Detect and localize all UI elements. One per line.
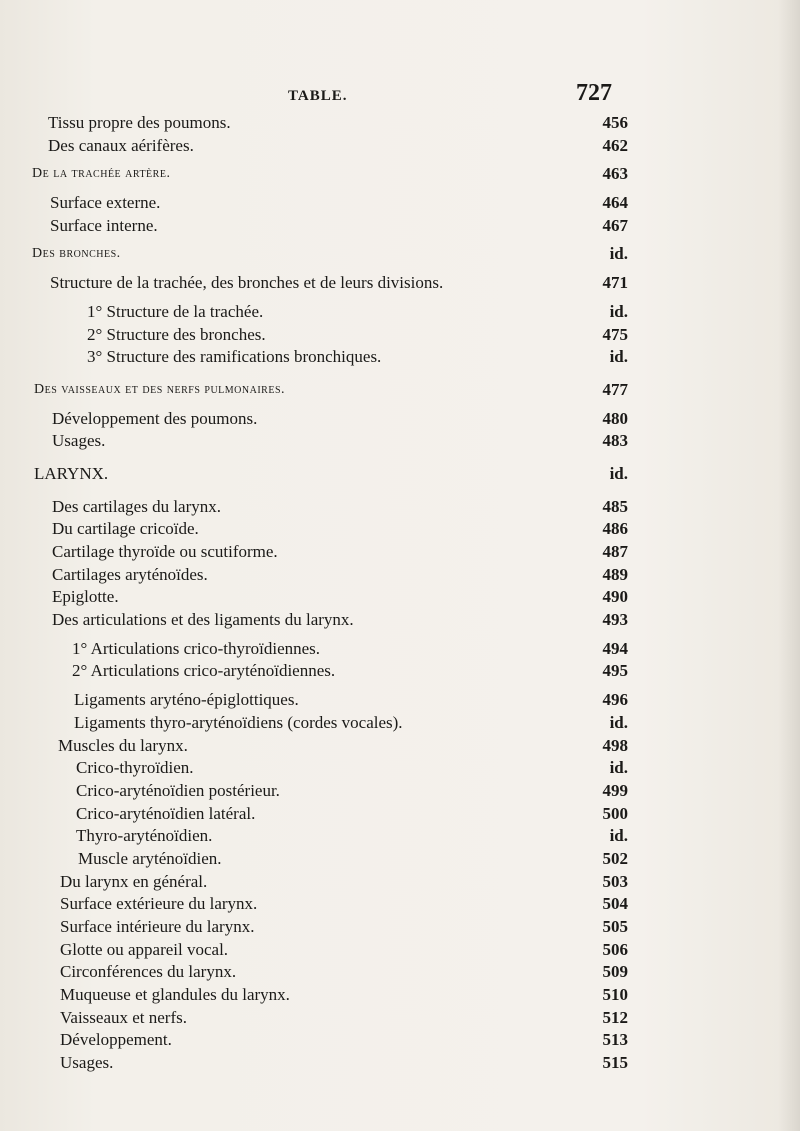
toc-entry-page: id. xyxy=(609,301,628,321)
toc-entry xyxy=(0,1052,800,1075)
toc-entry-text: 2° Structure des bronches. xyxy=(87,324,266,344)
toc-entry-page: 477 xyxy=(602,379,628,399)
toc-entry-page: 503 xyxy=(602,871,628,891)
toc-entry xyxy=(0,848,800,871)
toc-entry-text: Des articulations et des ligaments du larynx. xyxy=(52,610,354,630)
toc-entry-text: Développement. xyxy=(60,1030,172,1050)
toc-entry xyxy=(0,825,800,848)
toc-entry xyxy=(0,346,800,369)
toc-entry-text: Ligaments aryténo-épiglottiques. xyxy=(74,690,299,710)
toc-entry xyxy=(0,430,800,453)
toc-entry-page: 485 xyxy=(602,496,628,516)
toc-entry-page: 490 xyxy=(602,587,628,607)
toc-entry xyxy=(0,324,800,347)
toc-entry-page: 513 xyxy=(602,1030,628,1050)
toc-entry-page: 487 xyxy=(602,542,628,561)
toc-entry-text: Du larynx en général. xyxy=(60,871,208,891)
toc-entry-text: Développement des poumons. xyxy=(52,408,258,428)
toc-entry-page: 495 xyxy=(602,661,628,681)
toc-entry-page: id. xyxy=(609,244,628,264)
toc-entry-text: 1° Articulations crico-thyroïdiennes. xyxy=(72,638,321,658)
toc-entry-text: Cartilage thyroïde ou scutiforme. xyxy=(52,542,278,561)
toc-entry-text: De la trachée artère. xyxy=(32,166,171,182)
toc-entry xyxy=(0,735,800,758)
toc-entry xyxy=(0,871,800,894)
toc-entry-text: Surface externe. xyxy=(50,193,161,213)
toc-entry-text: Ligaments thyro-aryténoïdiens (cordes vocales). xyxy=(74,712,403,732)
toc-entry-page: 463 xyxy=(602,164,628,184)
toc-entry xyxy=(0,689,800,712)
toc-entry xyxy=(0,112,800,135)
toc-entry-page: 505 xyxy=(602,917,628,936)
toc-entry xyxy=(0,215,800,238)
toc-entry-text: Tissu propre des poumons. xyxy=(48,113,231,132)
toc-entry xyxy=(0,780,800,803)
running-header-title: TABLE. xyxy=(288,88,348,104)
toc-section-heading xyxy=(0,463,800,486)
toc-entry-text: Cartilages aryténoïdes. xyxy=(52,564,208,584)
toc-entry-page: 496 xyxy=(602,690,628,710)
toc-entry-page: 489 xyxy=(602,564,628,584)
toc-entry xyxy=(0,518,800,541)
toc-entry-page: 464 xyxy=(602,193,628,213)
toc-entry xyxy=(0,1007,800,1030)
toc-entry-text: 1° Structure de la trachée. xyxy=(87,301,264,321)
toc-entry-page: 471 xyxy=(602,273,628,293)
toc-entry xyxy=(0,660,800,683)
toc-entry-page: 498 xyxy=(602,735,628,755)
toc-entry xyxy=(0,757,800,780)
toc-entry xyxy=(0,272,800,295)
toc-entry-page: 462 xyxy=(602,135,628,155)
toc-entry-text: Des bronches. xyxy=(32,246,121,262)
toc-entry xyxy=(0,609,800,632)
toc-entry-text: LARYNX. xyxy=(34,463,109,483)
toc-entry-text: Surface intérieure du larynx. xyxy=(60,917,255,936)
toc-entry-page: 494 xyxy=(602,638,628,658)
toc-entry-text: Usages. xyxy=(52,431,106,451)
toc-entry-page: 475 xyxy=(602,324,628,344)
toc-entry xyxy=(0,961,800,984)
toc-entry-page: 506 xyxy=(602,939,628,959)
toc-entry-page: 456 xyxy=(602,113,628,132)
toc-entry-text: Crico-aryténoïdien postérieur. xyxy=(76,780,280,800)
toc-entry xyxy=(0,496,800,519)
toc-entry-page: 512 xyxy=(602,1007,628,1027)
toc-entry-page: 499 xyxy=(602,780,628,800)
toc-entry-page: id. xyxy=(609,463,628,483)
toc-entry-page: 504 xyxy=(602,894,628,914)
toc-entry-text: Circonférences du larynx. xyxy=(60,962,237,982)
toc-entry-page: id. xyxy=(609,712,628,732)
toc-entry xyxy=(0,712,800,735)
toc-entry-page: 515 xyxy=(602,1053,628,1073)
toc-entry-page: id. xyxy=(609,347,628,367)
table-of-contents xyxy=(0,112,800,1075)
toc-entry-page: 500 xyxy=(602,803,628,823)
toc-entry xyxy=(0,408,800,431)
toc-entry-page: id. xyxy=(609,826,628,846)
toc-entry-page: 510 xyxy=(602,985,628,1005)
toc-entry xyxy=(0,893,800,916)
toc-entry-page: 483 xyxy=(602,431,628,451)
toc-entry-text: Epiglotte. xyxy=(52,587,119,607)
toc-entry xyxy=(0,586,800,609)
toc-entry xyxy=(0,803,800,826)
toc-section-heading xyxy=(0,379,800,402)
toc-entry-page: 480 xyxy=(602,408,628,428)
toc-entry-text: Des canaux aérifères. xyxy=(48,135,194,155)
page-number: 727 xyxy=(576,80,612,106)
toc-entry-text: Vaisseaux et nerfs. xyxy=(60,1007,187,1027)
toc-section-heading xyxy=(0,243,800,266)
toc-entry xyxy=(0,541,800,564)
toc-entry-text: Des cartilages du larynx. xyxy=(52,496,221,516)
toc-entry-text: Crico-thyroïdien. xyxy=(76,758,194,778)
toc-entry xyxy=(0,135,800,158)
toc-section-heading xyxy=(0,163,800,186)
toc-entry-text: Muscle aryténoïdien. xyxy=(78,848,222,868)
toc-entry-text: Muscles du larynx. xyxy=(58,735,188,755)
toc-entry-page: 486 xyxy=(602,519,628,539)
toc-entry-text: Structure de la trachée, des bronches et de leurs divisions. xyxy=(50,273,444,293)
toc-entry-text: Surface extérieure du larynx. xyxy=(60,894,258,914)
toc-entry-text: Thyro-aryténoïdien. xyxy=(76,826,213,846)
toc-entry xyxy=(0,638,800,661)
toc-entry-text: Surface interne. xyxy=(50,215,158,235)
toc-entry-page: 493 xyxy=(602,610,628,630)
toc-entry-text: Du cartilage cricoïde. xyxy=(52,519,199,539)
toc-entry xyxy=(0,939,800,962)
toc-entry xyxy=(0,1029,800,1052)
toc-entry-page: 509 xyxy=(602,962,628,982)
toc-entry-text: 2° Articulations crico-aryténoïdiennes. xyxy=(72,661,336,681)
toc-entry-page: id. xyxy=(609,758,628,778)
toc-entry xyxy=(0,192,800,215)
toc-entry-page: 502 xyxy=(602,848,628,868)
toc-entry-text: Usages. xyxy=(60,1053,114,1073)
toc-entry-text: Muqueuse et glandules du larynx. xyxy=(60,985,290,1005)
toc-entry xyxy=(0,984,800,1007)
toc-entry xyxy=(0,564,800,587)
toc-entry-text: Crico-aryténoïdien latéral. xyxy=(76,803,256,823)
toc-entry xyxy=(0,916,800,939)
toc-entry xyxy=(0,301,800,324)
toc-entry-text: Glotte ou appareil vocal. xyxy=(60,939,229,959)
toc-entry-text: Des vaisseaux et des nerfs pulmonaires. xyxy=(34,381,286,397)
toc-entry-text: 3° Structure des ramifications bronchiques. xyxy=(87,347,382,367)
toc-entry-page: 467 xyxy=(602,215,628,235)
